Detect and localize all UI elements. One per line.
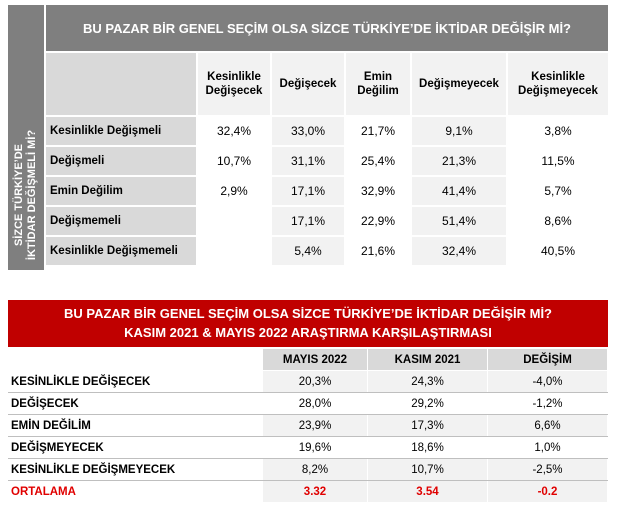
table-cell: 29,2%: [368, 393, 488, 414]
table-row: [46, 117, 608, 145]
table-cell: 24,3%: [368, 371, 488, 392]
table-cell: 40,5%: [540, 244, 576, 258]
table-cell: 10,7%: [368, 459, 488, 480]
column-header: Değişmeyecek: [412, 53, 506, 115]
row-label: DEĞİŞMEYECEK: [8, 437, 263, 458]
side-header: [8, 5, 44, 270]
table1-header-row: [46, 53, 608, 115]
row-label: Değişmeli: [46, 147, 196, 175]
header-corner: [46, 53, 196, 115]
table-cell: 18,6%: [368, 437, 488, 458]
table-row: [8, 393, 608, 414]
row-label: Değişmemeli: [46, 207, 196, 235]
table-cell: 2,9%: [220, 184, 248, 198]
table-cell: 6,6%: [488, 415, 608, 436]
table2-header-row: [8, 349, 608, 370]
table2-title-line1: BU PAZAR BİR GENEL SEÇİM OLSA SİZCE TÜRKİYE’DE İKTİDAR DEĞİŞİR Mİ?: [63, 306, 552, 321]
table-cell: 9,1%: [412, 117, 506, 145]
row-label: EMİN DEĞİLİM: [8, 415, 263, 436]
column-header: MAYIS 2022: [263, 349, 368, 370]
table-cell: 17,1%: [272, 177, 344, 205]
header-corner: [8, 349, 263, 370]
table-cell: 8,6%: [544, 214, 572, 228]
table-cell: [198, 207, 270, 235]
table-cell: 10,7%: [216, 154, 252, 168]
row-label: KESİNLİKLE DEĞİŞMEYECEK: [8, 459, 263, 480]
table-cell: 5,7%: [544, 184, 572, 198]
table-row: [8, 371, 608, 392]
average-value: 3.32: [263, 481, 368, 502]
table-row: [46, 237, 608, 265]
average-row: [8, 481, 608, 502]
table-cell: 32,4%: [216, 124, 252, 138]
table-cell: 21,6%: [360, 244, 396, 258]
table-cell: 31,1%: [272, 147, 344, 175]
average-value: 3.54: [368, 481, 488, 502]
column-header: Değişecek: [272, 53, 344, 115]
table-row: [46, 177, 608, 205]
table-cell: [198, 237, 270, 265]
table-cell: 21,3%: [412, 147, 506, 175]
table-cell: 51,4%: [412, 207, 506, 235]
table-row: [8, 459, 608, 480]
table-cell: 32,4%: [412, 237, 506, 265]
row-label: KESİNLİKLE DEĞİŞECEK: [8, 371, 263, 392]
column-header: Kesinlikle Değişecek: [198, 53, 270, 115]
table-row: [8, 437, 608, 458]
table-cell: -2,5%: [488, 459, 608, 480]
table-cell: 25,4%: [360, 154, 396, 168]
average-label: ORTALAMA: [8, 481, 263, 502]
table-cell: 21,7%: [360, 124, 396, 138]
table-cell: 28,0%: [263, 393, 368, 414]
table-row: [8, 415, 608, 436]
table-cell: -1,2%: [488, 393, 608, 414]
table-cell: 1,0%: [488, 437, 608, 458]
table-cell: 17,3%: [368, 415, 488, 436]
table1-title: BU PAZAR BİR GENEL SEÇİM OLSA SİZCE TÜRKİYE’DE İKTİDAR DEĞİŞİR Mİ?: [46, 5, 608, 51]
table-cell: 33,0%: [272, 117, 344, 145]
side-header-label: [13, 120, 39, 270]
column-header: DEĞİŞİM: [488, 349, 608, 370]
column-header: Kesinlikle Değişmeyecek: [508, 53, 608, 115]
table-row: [46, 207, 608, 235]
survey-table-1: [8, 5, 608, 270]
side-header-line1: SİZCE TÜRKİYE’DE: [13, 143, 25, 247]
column-header: Emin Değilim: [346, 53, 410, 115]
table-cell: 11,5%: [541, 154, 575, 168]
average-value: -0.2: [488, 481, 608, 502]
table-cell: 17,1%: [272, 207, 344, 235]
table-cell: 5,4%: [272, 237, 344, 265]
table-cell: 19,6%: [263, 437, 368, 458]
table-cell: 20,3%: [263, 371, 368, 392]
side-header-line2: İKTİDAR DEĞİŞMELİ Mİ?: [26, 129, 38, 261]
table2-title-line2: KASIM 2021 & MAYIS 2022 ARAŞTIRMA KARŞILAŞTIRMASI: [124, 325, 492, 340]
table-cell: 3,8%: [544, 124, 572, 138]
table-cell: 32,9%: [360, 184, 396, 198]
row-label: Kesinlikle Değişmemeli: [46, 237, 196, 265]
table2-title: [8, 300, 608, 347]
row-label: Emin Değilim: [46, 177, 196, 205]
table-row: [46, 147, 608, 175]
table-cell: 22,9%: [360, 214, 396, 228]
table-cell: 8,2%: [263, 459, 368, 480]
table-cell: -4,0%: [488, 371, 608, 392]
column-header: KASIM 2021: [368, 349, 488, 370]
row-label: Kesinlikle Değişmeli: [46, 117, 196, 145]
row-label: DEĞİŞECEK: [8, 393, 263, 414]
table-cell: 41,4%: [412, 177, 506, 205]
table-cell: 23,9%: [263, 415, 368, 436]
